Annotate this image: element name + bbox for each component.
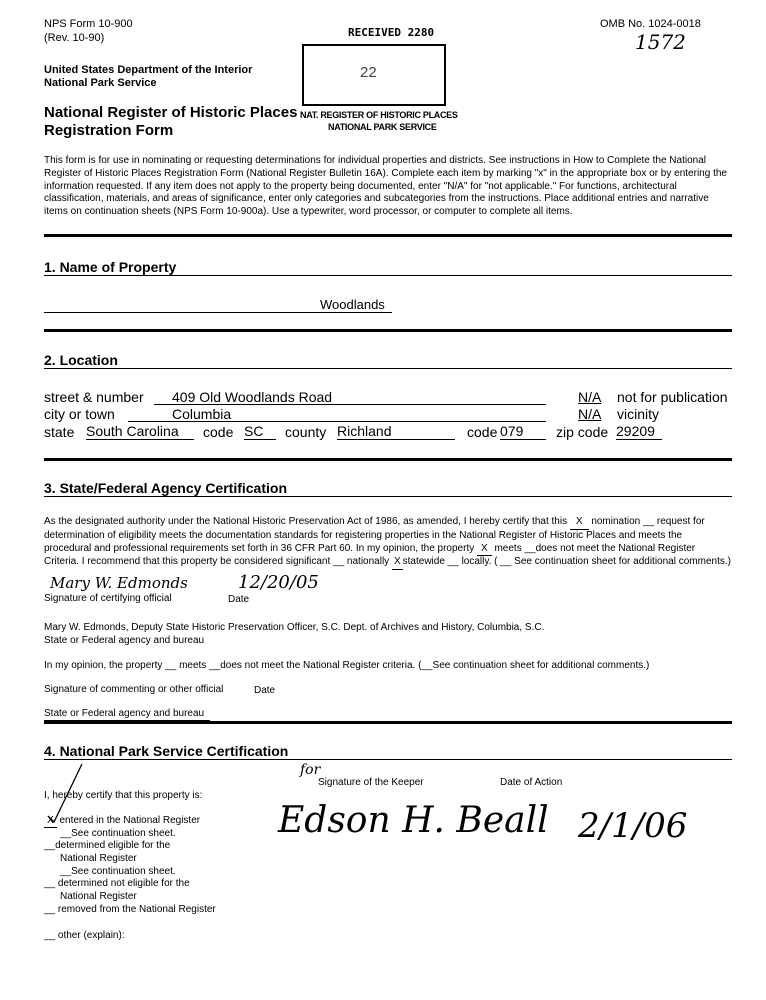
option-entered-label: entered in the National Register bbox=[59, 815, 201, 826]
agency-label-2: State or Federal agency and bureau bbox=[44, 708, 210, 721]
divider bbox=[44, 368, 732, 369]
stamp-date: 22 bbox=[360, 64, 377, 81]
commenting-signature-label: Signature of commenting or other official bbox=[44, 684, 224, 695]
name-underline bbox=[44, 312, 392, 313]
entered-mark[interactable]: X bbox=[44, 815, 57, 828]
date-of-action-label: Date of Action bbox=[500, 777, 563, 788]
section-2-heading: 2. Location bbox=[44, 352, 118, 368]
date-label: Date bbox=[228, 594, 250, 605]
agency-label: State or Federal agency and bureau bbox=[44, 635, 205, 646]
meets-mark[interactable]: X bbox=[477, 543, 492, 557]
county-value[interactable]: Richland bbox=[337, 424, 455, 440]
option-not-eligible-line2: National Register bbox=[60, 891, 137, 902]
zip-value[interactable]: 29209 bbox=[616, 424, 662, 440]
form-number: NPS Form 10-900 bbox=[44, 18, 133, 30]
keeper-signature-label: Signature of the Keeper bbox=[318, 777, 424, 788]
divider bbox=[44, 234, 732, 237]
not-for-publication-label: not for publication bbox=[617, 389, 728, 405]
zip-label: zip code bbox=[556, 424, 609, 440]
divider bbox=[44, 329, 732, 332]
divider bbox=[44, 496, 732, 497]
commenting-date-label: Date bbox=[254, 685, 276, 696]
option-eligible-line2: National Register bbox=[60, 853, 137, 864]
state-value[interactable]: South Carolina bbox=[86, 424, 194, 440]
vicinity-label: vicinity bbox=[617, 406, 660, 422]
stamp-box bbox=[302, 44, 446, 106]
stamp-line-2: NATIONAL PARK SERVICE bbox=[328, 122, 437, 132]
county-label: county bbox=[285, 424, 327, 440]
certification-paragraph bbox=[44, 516, 732, 570]
certifying-signature: Mary W. Edmonds bbox=[50, 574, 188, 592]
street-na[interactable]: N/A bbox=[578, 389, 602, 405]
nomination-mark[interactable]: X bbox=[570, 516, 589, 530]
state-code-label: code bbox=[203, 424, 234, 440]
certifying-date: 12/20/05 bbox=[238, 572, 319, 593]
form-revision: (Rev. 10-90) bbox=[44, 32, 105, 44]
option-eligible-continuation[interactable]: __See continuation sheet. bbox=[60, 866, 176, 877]
cert-text-1: As the designated authority under the National Historic Preservation Act of 1986, as amended, I hereby certify that this bbox=[44, 516, 568, 527]
instructions-paragraph: This form is for use in nominating or requesting determinations for individual properties and districts. See instructions in How to Complete the National Register of Historic Places Registration Form (National Register Bulletin 16A). Complete each item by marking "x" in the appropriate box or by entering the information requested. If any item does not apply to the property being documented, enter "N/A" for "not applicable." For functions, architectural classification, materials, and areas of significance, enter only categories and subcategories from the instructions. Place additional entries and narrative items on continuation sheets (NPS Form 10-900a). Use a typewriter, word processor, or computer to complete all items. bbox=[44, 155, 727, 218]
option-not-eligible[interactable]: __ determined not eligible for the bbox=[44, 878, 190, 889]
statewide-mark[interactable]: X bbox=[392, 556, 403, 570]
state-label: state bbox=[44, 424, 75, 440]
divider bbox=[44, 721, 732, 724]
department: United States Department of the Interior bbox=[44, 64, 253, 76]
cert-text-2: nomination __ request for determination of eligibility meets the documentation standards for registering properties in the National Register of Historic Places and meets the procedural and professional requirements set forth in 36 CFR Part 60. In my opinion, the property bbox=[44, 516, 705, 554]
check-stroke-mark bbox=[40, 760, 100, 830]
opinion-text: In my opinion, the property __ meets __does not meet the National Register criteria. (__See continuation sheet for additional comments.) bbox=[44, 660, 650, 671]
divider bbox=[44, 458, 732, 461]
state-code-value[interactable]: SC bbox=[244, 424, 276, 440]
city-label: city or town bbox=[44, 406, 115, 422]
divider bbox=[44, 275, 732, 276]
section-1-heading: 1. Name of Property bbox=[44, 259, 177, 275]
cert-text-3: meets __does not meet the National Register Criteria. I recommend that this property be considered significant __ nationally bbox=[44, 542, 696, 568]
county-code-label: code bbox=[467, 424, 498, 440]
property-name[interactable]: Woodlands bbox=[320, 297, 385, 312]
signature-label: Signature of certifying official bbox=[44, 593, 172, 604]
option-other[interactable]: __ other (explain): bbox=[44, 930, 125, 941]
certify-text: I, hereby certify that this property is: bbox=[44, 790, 203, 801]
section-3-heading: 3. State/Federal Agency Certification bbox=[44, 480, 287, 496]
county-code-value[interactable]: 079 bbox=[500, 424, 546, 440]
city-value[interactable]: Columbia bbox=[172, 406, 232, 422]
form-title: National Register of Historic Places bbox=[44, 104, 298, 121]
keeper-signature: Edson H. Beall bbox=[278, 800, 549, 841]
section-4-heading: 4. National Park Service Certification bbox=[44, 743, 289, 759]
handwritten-number: 1572 bbox=[635, 30, 686, 54]
city-na[interactable]: N/A bbox=[578, 406, 602, 422]
street-label: street & number bbox=[44, 389, 144, 405]
option-removed[interactable]: __ removed from the National Register bbox=[44, 904, 216, 915]
action-date: 2/1/06 bbox=[578, 806, 688, 846]
omb-number: OMB No. 1024-0018 bbox=[600, 18, 701, 30]
form-subtitle: Registration Form bbox=[44, 122, 174, 139]
for-mark: for bbox=[300, 762, 321, 778]
option-entered-continuation[interactable]: __See continuation sheet. bbox=[60, 828, 176, 839]
stamp-received: RECEIVED 2280 bbox=[348, 26, 435, 39]
service: National Park Service bbox=[44, 77, 157, 89]
cert-text-4: statewide __ locally. ( __ See continuation sheet for additional comments.) bbox=[402, 556, 731, 568]
stamp-line-1: NAT. REGISTER OF HISTORIC PLACES bbox=[300, 110, 458, 120]
option-eligible[interactable]: __determined eligible for the bbox=[44, 840, 171, 851]
divider bbox=[44, 759, 732, 760]
street-value[interactable]: 409 Old Woodlands Road bbox=[172, 389, 333, 405]
received-stamp bbox=[294, 16, 474, 136]
official-name: Mary W. Edmonds, Deputy State Historic Preservation Officer, S.C. Dept. of Archives and History, Columbia, S.C. bbox=[44, 622, 545, 633]
